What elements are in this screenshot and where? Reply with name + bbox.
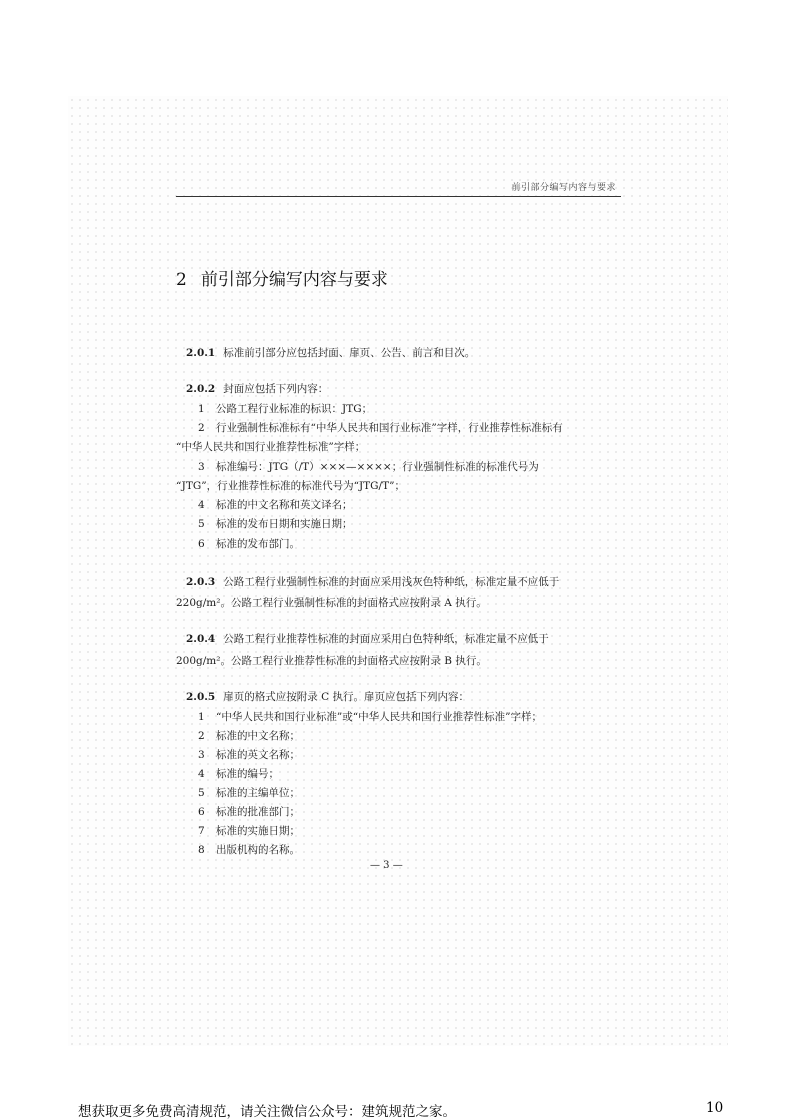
item-text: “中华人民共和国行业标准”或“中华人民共和国行业推荐性标准”字样；: [216, 711, 542, 723]
list-item: [198, 804, 300, 819]
clause-text-continued: 200g/m²。公路工程行业推荐性标准的封面格式应按附录 B 执行。: [176, 655, 487, 667]
item-text: 标准的编号；: [216, 768, 279, 780]
item-number: 4: [198, 499, 205, 511]
list-item: [198, 785, 300, 800]
item-number: 1: [198, 711, 205, 723]
item-text: 标准编号：JTG（/T）×××—××××；行业强制性标准的标准代号为: [216, 461, 539, 473]
item-number: 2: [198, 422, 205, 434]
clause-2-0-1: [176, 345, 626, 360]
footer-note: 想获取更多免费高清规范，请关注微信公众号：建筑规范之家。: [78, 1104, 456, 1120]
item-text: 标准的中文名称；: [216, 730, 300, 742]
item-text: 标准的发布部门。: [216, 538, 300, 550]
item-text: 标准的中文名称和英文译名；: [216, 499, 353, 511]
list-item: [198, 401, 372, 416]
list-item: [198, 823, 300, 838]
clause-text: 扉页的格式应按附录 C 执行。扉页应包括下列内容：: [223, 691, 469, 703]
item-number: 6: [198, 538, 205, 550]
running-header: 前引部分编写内容与要求: [511, 183, 616, 193]
clause-text: 标准前引部分应包括封面、扉页、公告、前言和目次。: [223, 347, 476, 359]
item-text: 标准的实施日期；: [216, 825, 300, 837]
scanned-page: [68, 96, 728, 1046]
list-item: [198, 497, 353, 512]
item-text: 行业强制性标准标有“中华人民共和国行业标准”字样，行业推荐性标准标有: [216, 422, 563, 434]
item-text: 标准的发布日期和实施日期；: [216, 518, 353, 530]
clause-number: 2.0.4: [186, 633, 216, 645]
footer-page-number: 10: [706, 1100, 724, 1116]
list-item: [198, 459, 539, 474]
list-item: [198, 728, 300, 743]
header-rule: [176, 196, 621, 197]
list-item: [198, 516, 353, 531]
item-number: 2: [198, 730, 205, 742]
item-text: 出版机构的名称。: [216, 844, 300, 856]
chapter-number: 2: [176, 270, 187, 290]
list-item: [198, 766, 279, 781]
clause-number: 2.0.3: [186, 576, 216, 588]
item-number: 8: [198, 844, 205, 856]
clause-number: 2.0.2: [186, 383, 216, 395]
item-number: 4: [198, 768, 205, 780]
list-item: [198, 747, 300, 762]
chapter-title-text: 前引部分编写内容与要求: [200, 270, 388, 290]
item-text: 标准的批准部门；: [216, 806, 300, 818]
list-item: [198, 842, 300, 857]
clause-text-continued: 220g/m²。公路工程行业强制性标准的封面格式应按附录 A 执行。: [176, 597, 487, 609]
item-text-continued: “JTG”，行业推荐性标准的标准代号为“JTG/T”；: [176, 480, 405, 492]
clause-number: 2.0.1: [186, 347, 216, 359]
item-number: 6: [198, 806, 205, 818]
item-number: 3: [198, 461, 205, 473]
page-number: — 3 —: [370, 860, 403, 871]
clause-number: 2.0.5: [186, 691, 216, 703]
clause-text: 封面应包括下列内容：: [223, 383, 329, 395]
clause-2-0-3: [176, 574, 626, 589]
item-number: 5: [198, 518, 205, 530]
item-text: 标准的英文名称；: [216, 749, 300, 761]
list-item: [198, 536, 300, 551]
item-text: 公路工程行业标准的标识：JTG；: [216, 403, 373, 415]
clause-2-0-5: [176, 689, 626, 704]
clause-text: 公路工程行业推荐性标准的封面应采用白色特种纸，标准定量不应低于: [223, 633, 549, 645]
list-item: [198, 420, 563, 435]
list-item: [198, 709, 542, 724]
clause-2-0-2: [176, 381, 626, 396]
item-number: 5: [198, 787, 205, 799]
item-text: 标准的主编单位；: [216, 787, 300, 799]
item-number: 1: [198, 403, 205, 415]
clause-text: 公路工程行业强制性标准的封面应采用浅灰色特种纸，标准定量不应低于: [223, 576, 560, 588]
item-number: 3: [198, 749, 205, 761]
item-text-continued: “中华人民共和国行业推荐性标准”字样；: [176, 441, 366, 453]
item-number: 7: [198, 825, 205, 837]
clause-2-0-4: [176, 631, 626, 646]
chapter-title: [176, 265, 388, 290]
